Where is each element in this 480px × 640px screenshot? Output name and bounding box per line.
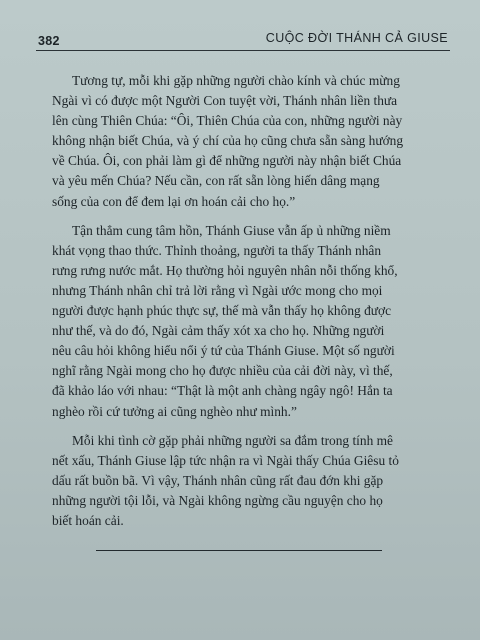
text-line: như thế, và do đó, Ngài cảm thấy xót xa cho họ. Những người [52, 323, 385, 339]
text-line: sống của con để đem lại ơn hoán cải cho họ.” [52, 193, 296, 209]
header-rule [36, 50, 450, 51]
text-line: đã khảo láo với nhau: “Thật là một anh chàng ngây ngô! Hắn ta [52, 383, 393, 399]
paragraph-1 [52, 71, 452, 212]
text-line: Tận thẳm cung tâm hồn, Thánh Giuse vẫn ấp ủ những niềm [72, 222, 391, 238]
text-line: biết hoán cải. [52, 512, 124, 528]
paragraph-3 [52, 431, 452, 531]
text-line: về Chúa. Ôi, con phải làm gì để những người này nhận biết Chúa [52, 153, 402, 169]
text-line: những người tội lỗi, và Ngài không ngừng cầu nguyện cho họ [52, 492, 383, 508]
paragraph-2 [52, 221, 452, 422]
text-line: và yêu mến Chúa? Nếu cần, con rất sẵn lòng hiến dâng mạng [52, 173, 380, 189]
text-line: Tương tự, mỗi khi gặp những người chào kính và chúc mừng [72, 73, 400, 88]
text-line: nhưng Thánh nhân chỉ trả lời rằng vì Ngài ước mong cho mọi [52, 282, 383, 298]
text-line: nêu câu hỏi không hiểu nổi ý tứ của Thánh Giuse. Một số người [52, 343, 395, 359]
text-line: nết xấu, Thánh Giuse lập tức nhận ra vì Ngài thấy Chúa Giêsu tỏ [52, 452, 399, 468]
section-end-rule [96, 550, 382, 551]
page-number: 382 [38, 34, 60, 48]
running-header-title: CUỘC ĐỜI THÁNH CẢ GIUSE [265, 31, 448, 45]
text-line: dấu rất buồn bã. Vì vậy, Thánh nhân cũng rất đau đớn khi gặp [52, 472, 384, 488]
body-text [52, 71, 452, 540]
text-line: Ngài vì có được một Người Con tuyệt vời, Thánh nhân liền thưa [52, 93, 398, 109]
text-line: lên cùng Thiên Chúa: “Ôi, Thiên Chúa của con, những người này [52, 113, 403, 129]
text-line: rưng rưng nước mắt. Họ thường hỏi nguyên nhân nỗi thống khổ, [52, 262, 398, 278]
text-line: khát vọng thao thức. Thỉnh thoảng, người ta thấy Thánh nhân [52, 242, 382, 258]
text-line: người được hạnh phúc thực sự, thế mà vẫn thấy họ không được [52, 303, 392, 319]
text-line: nghèo rồi cứ tưởng ai cũng nghèo như mình.” [52, 403, 297, 419]
text-line: nghĩ rằng Ngài mong cho họ được nhiều của cải đời này, vì thế, [52, 363, 393, 379]
text-line: không nhận biết Chúa, và ý chí của họ cũng chưa sẵn sàng hướng [52, 133, 404, 149]
text-line: Mỗi khi tình cờ gặp phải những người sa đắm trong tính mê [72, 432, 394, 448]
